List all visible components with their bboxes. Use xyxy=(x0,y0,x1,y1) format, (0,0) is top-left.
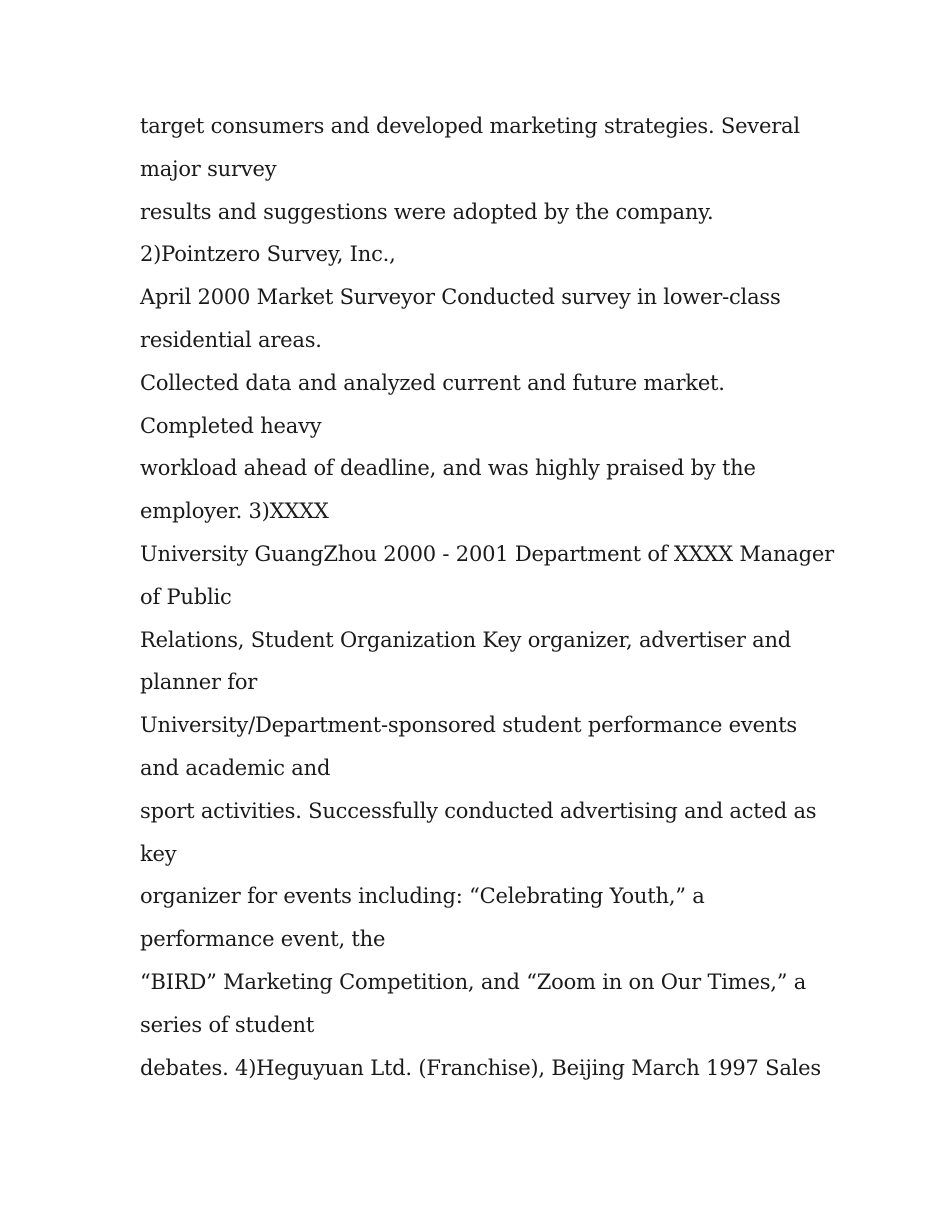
text-line: residential areas. xyxy=(140,327,322,352)
text-line: Collected data and analyzed current and future market. xyxy=(140,370,725,395)
text-line: 2)Pointzero Survey, Inc., xyxy=(140,242,396,267)
text-line: and academic and xyxy=(140,755,331,780)
text-line: “BIRD” Marketing Competition, and “Zoom in on Our Times,” a xyxy=(140,969,807,994)
text-line: sport activities. Successfully conducted advertising and acted as xyxy=(140,798,817,823)
text-line: April 2000 Market Surveyor Conducted survey in lower-class xyxy=(140,285,781,310)
text-line: employer. 3)XXXX xyxy=(140,499,329,524)
text-line: major survey xyxy=(140,156,277,181)
text-line: planner for xyxy=(140,670,258,695)
text-line: key xyxy=(140,841,177,866)
text-line: Relations, Student Organization Key organizer, advertiser and xyxy=(140,627,792,652)
text-line: University GuangZhou 2000 - 2001 Department of XXXX Manager xyxy=(140,541,834,566)
text-line: organizer for events including: “Celebrating Youth,” a xyxy=(140,884,705,909)
text-line: debates. 4)Heguyuan Ltd. (Franchise), Beijing March 1997 Sales xyxy=(140,1055,821,1080)
text-line: of Public xyxy=(140,584,232,609)
text-line: results and suggestions were adopted by the company. xyxy=(140,199,714,224)
body-text xyxy=(140,105,834,1089)
text-line: performance event, the xyxy=(140,927,386,952)
text-line: target consumers and developed marketing strategies. Several xyxy=(140,114,800,138)
text-line: Completed heavy xyxy=(140,413,322,438)
text-line: workload ahead of deadline, and was highly praised by the xyxy=(140,456,756,481)
text-line: series of student xyxy=(140,1012,315,1037)
text-line: University/Department-sponsored student performance events xyxy=(140,713,797,738)
